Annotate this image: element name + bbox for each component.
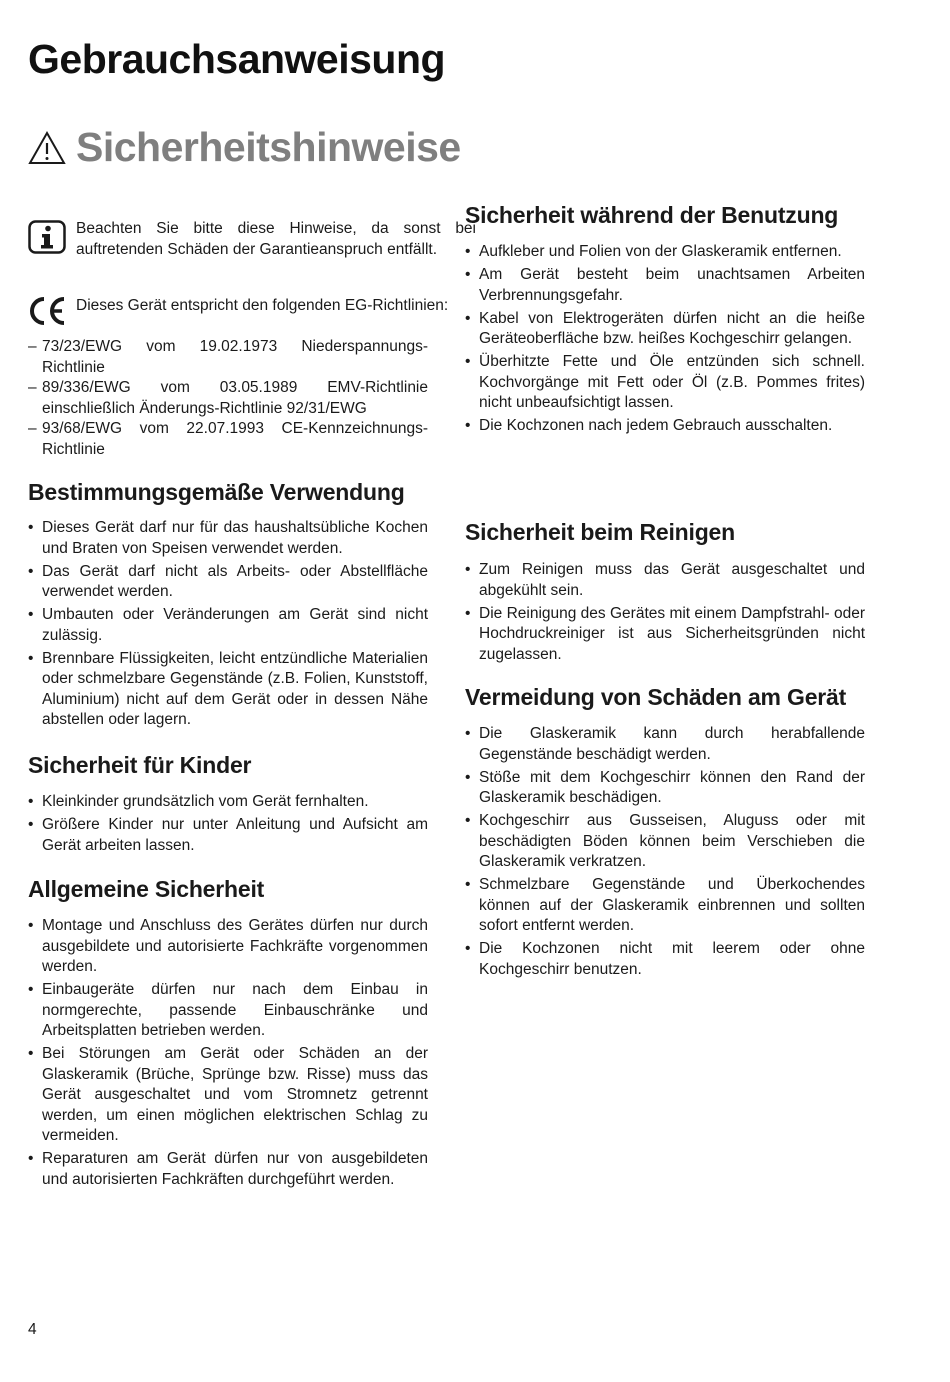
list-item: • Zum Reinigen muss das Gerät ausgeschaltet und abgekühlt sein.: [465, 560, 865, 601]
bullet-list: [28, 792, 428, 859]
list-item: • Die Kochzonen nicht mit leerem oder ohne Kochgeschirr benutzen.: [465, 939, 865, 980]
ce-mark-icon: [26, 294, 68, 328]
bullet-list: [465, 724, 865, 983]
list-item: • Die Kochzonen nach jedem Gebrauch ausschalten.: [465, 416, 865, 437]
section-title-text: Sicherheitshinweise: [76, 124, 461, 170]
warranty-note-text: Beachten Sie bitte diese Hinweise, da sonst bei auftretenden Schäden der Garantieanspruch entfällt.: [76, 220, 476, 258]
list-item: – 89/336/EWG vom 03.05.1989 EMV-Richtlinie einschließlich Änderungs-Richtlinie 92/31/EWG: [28, 378, 428, 419]
directive-list: [28, 337, 428, 460]
warning-triangle-icon: [28, 130, 66, 166]
list-item: • Brennbare Flüssigkeiten, leicht entzündliche Materialien oder schmelzbare Gegenstände (z.B. Folien, Kunststoff, Aluminium) nicht auf dem Gerät oder in dessen Nähe abstellen oder lagern.: [28, 649, 428, 731]
list-item: • Montage und Anschluss des Gerätes dürfen nur durch ausgebildete und autorisierte Fachkräfte vorgenommen werden.: [28, 916, 428, 978]
list-item: • Das Gerät darf nicht als Arbeits- oder Abstellfläche verwendet werden.: [28, 562, 428, 603]
list-item: • Die Reinigung des Gerätes mit einem Dampfstrahl- oder Hochdruckreiniger ist aus Sicherheitsgründen nicht zugelassen.: [465, 604, 865, 666]
info-icon: [28, 220, 66, 254]
list-item: • Am Gerät besteht beim unachtsamen Arbeiten Verbrennungsgefahr.: [465, 265, 865, 306]
list-item: • Umbauten oder Veränderungen am Gerät sind nicht zulässig.: [28, 605, 428, 646]
section-title: [28, 124, 461, 171]
list-item: • Bei Störungen am Gerät oder Schäden an der Glaskeramik (Brüche, Sprünge bzw. Risse) muss das Gerät ausgeschaltet und vom Stromnetz getrennt werden, um einen möglichen elektrischen Schlag zu vermeiden.: [28, 1044, 428, 1147]
list-item: • Aufkleber und Folien von der Glaskeramik entfernen.: [465, 242, 865, 263]
list-item: • Reparaturen am Gerät dürfen nur von ausgebildeten und autorisierten Fachkräften durchgeführt werden.: [28, 1149, 428, 1190]
warranty-note: [28, 219, 476, 260]
list-item: • Überhitzte Fette und Öle entzünden sich schnell. Kochvorgänge mit Fett oder Öl (z.B. Pommes frites) nicht unbeaufsichtigt lassen.: [465, 352, 865, 414]
list-item: • Kabel von Elektrogeräten dürfen nicht an die heiße Geräteoberfläche bzw. heißes Kochgeschirr gelangen.: [465, 309, 865, 350]
list-item: – 73/23/EWG vom 19.02.1973 Niederspannungs-Richtlinie: [28, 337, 428, 378]
list-item: • Größere Kinder nur unter Anleitung und Aufsicht am Gerät arbeiten lassen.: [28, 815, 428, 856]
list-item: • Stöße mit dem Kochgeschirr können den Rand der Glaskeramik beschädigen.: [465, 768, 865, 809]
list-item: • Kleinkinder grundsätzlich vom Gerät fernhalten.: [28, 792, 428, 813]
bullet-list: [465, 560, 865, 668]
section-heading: Sicherheit während der Benutzung: [465, 202, 839, 228]
page-number: 4: [28, 1321, 37, 1338]
section-heading: Sicherheit beim Reinigen: [465, 519, 735, 545]
bullet-list: [28, 518, 428, 733]
page-title: Gebrauchsanweisung: [28, 36, 446, 82]
section-heading: Sicherheit für Kinder: [28, 752, 252, 778]
section-heading: Vermeidung von Schäden am Gerät: [465, 684, 847, 710]
list-item: – 93/68/EWG vom 22.07.1993 CE-Kennzeichnungs-Richtlinie: [28, 419, 428, 460]
section-heading: Allgemeine Sicherheit: [28, 876, 265, 902]
ce-note-text: Dieses Gerät entspricht den folgenden EG-Richtlinien:: [76, 297, 449, 314]
ce-note: [28, 296, 476, 317]
section-heading: Bestimmungsgemäße Verwendung: [28, 479, 405, 505]
list-item: • Schmelzbare Gegenstände und Überkochendes können auf der Glaskeramik einbrennen und sollten sofort entfernt werden.: [465, 875, 865, 937]
list-item: • Kochgeschirr aus Gusseisen, Aluguss oder mit beschädigten Böden können beim Verschieben die Glaskeramik verkratzen.: [465, 811, 865, 873]
bullet-list: [28, 916, 428, 1193]
list-item: • Die Glaskeramik kann durch herabfallende Gegenstände beschädigt werden.: [465, 724, 865, 765]
list-item: • Einbaugeräte dürfen nur nach dem Einbau in normgerechte, passende Einbauschränke und Arbeitsplatten betrieben werden.: [28, 980, 428, 1042]
bullet-list: [465, 242, 865, 439]
list-item: • Dieses Gerät darf nur für das haushaltsübliche Kochen und Braten von Speisen verwendet werden.: [28, 518, 428, 559]
